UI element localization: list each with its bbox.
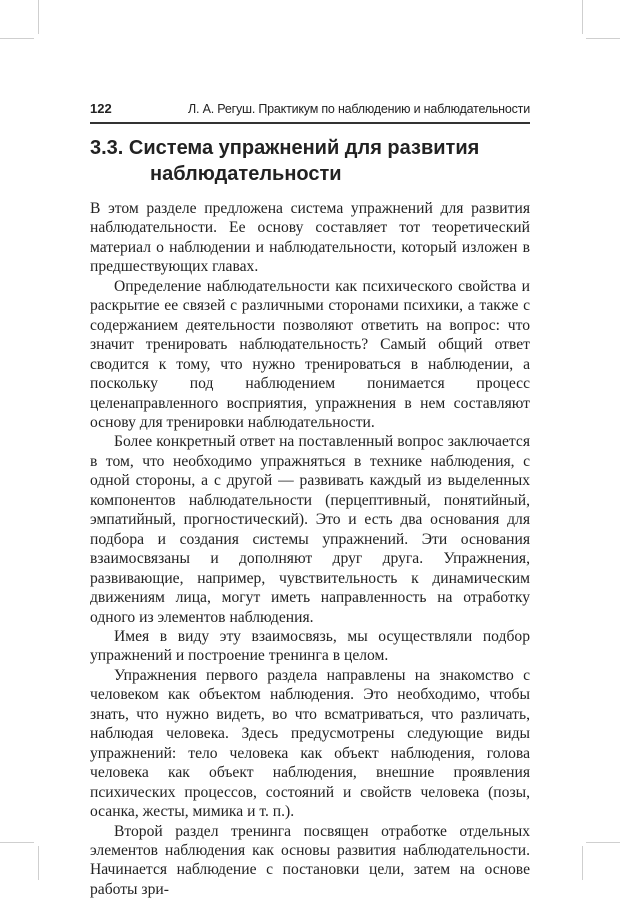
- paragraph: Второй раздел тренинга посвящен отработке отдельных элементов наблюдения как основы развития наблюдательности. Начинается наблюдение с постановки цели, затем на основе работы зри-: [90, 822, 530, 899]
- crop-mark-bottom-right-horizontal: [586, 842, 620, 843]
- running-title: Л. А. Регуш. Практикум по наблюдению и наблюдательности: [188, 100, 530, 118]
- crop-mark-top-left: [38, 0, 39, 34]
- crop-mark-bottom-left-horizontal: [0, 842, 34, 843]
- paragraph: Упражнения первого раздела направлены на знакомство с человеком как объектом наблюдения. Это необходимо, чтобы знать, что нужно видеть, во что всматриваться, что различать, наблюдая человека. Здесь предусмотрены следующие виды упражнений: тело человека как объект наблюдения, голова человека как объект наблюдения, внешние проявления психических процессов, состояний и свойств человека (позы, осанка, жесты, мимика и т. п.).: [90, 666, 530, 822]
- paragraph: Имея в виду эту взаимосвязь, мы осуществляли подбор упражнений и построение тренинга в целом.: [90, 627, 530, 666]
- crop-mark-top-right-horizontal: [586, 38, 620, 39]
- paragraph: Определение наблюдательности как психического свойства и раскрытие ее связей с различными сторонами психики, а также с содержанием деятельности позволяют ответить на вопрос: что значит тренировать наблюдательность? Самый общий ответ сводится к тому, что нужно тренироваться в наблюдении, а поскольку под наблюдением понимается процесс целенаправленного восприятия, упражнения в нем составляют основу для тренировки наблюдательности.: [90, 277, 530, 433]
- crop-mark-top-left-horizontal: [0, 38, 34, 39]
- section-heading: [90, 135, 530, 187]
- paragraph: Более конкретный ответ на поставленный вопрос заключается в том, что необходимо упражняться в технике наблюдения, с одной стороны, а с другой — развивать каждый из выделенных компонентов наблюдательности (перцептивный, понятийный, эмпатийный, прогностический). Это и есть два основания для подбора и создания системы упражнений. Эти основания взаимосвязаны и дополняют друг друга. Упражнения, развивающие, например, чувствительность к динамическим движениям лица, могут иметь направленность на отработку одного из элементов наблюдения.: [90, 432, 530, 627]
- page-number: 122: [90, 100, 112, 118]
- body-text: [90, 199, 530, 899]
- crop-mark-top-right: [582, 0, 583, 34]
- header-rule: [90, 122, 530, 124]
- paragraph: В этом разделе предложена система упражнений для развития наблюдательности. Ее основу составляет тот теоретический материал о наблюдении и наблюдательности, который изложен в предшествующих главах.: [90, 199, 530, 277]
- crop-mark-bottom-left: [38, 846, 39, 880]
- section-heading-line-2: наблюдательности: [90, 161, 530, 187]
- crop-mark-bottom-right: [582, 846, 583, 880]
- section-heading-line-1: 3.3. Система упражнений для развития: [90, 137, 479, 159]
- running-head: [90, 100, 530, 118]
